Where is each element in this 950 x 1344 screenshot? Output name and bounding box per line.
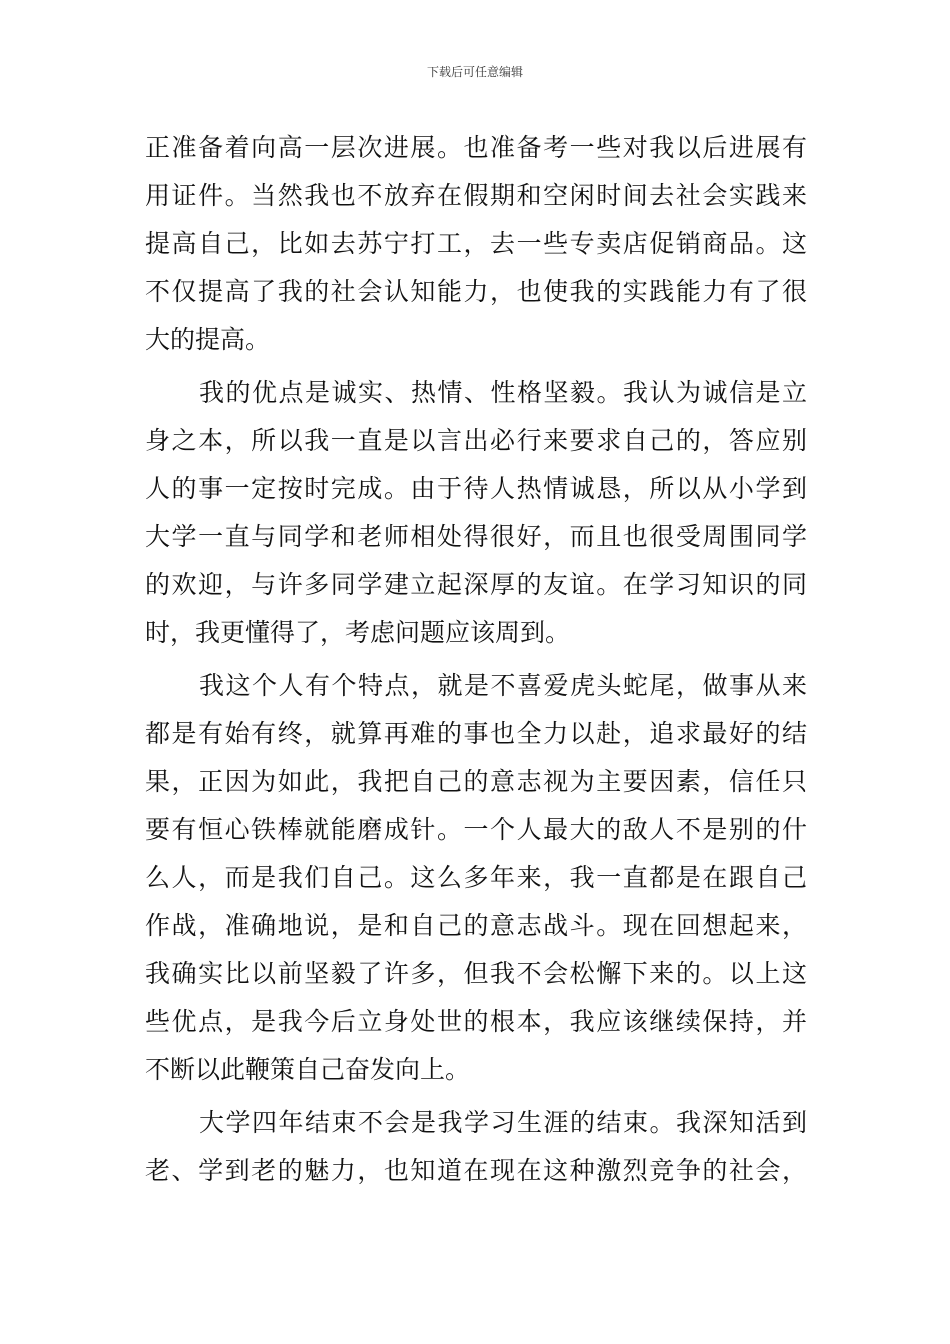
paragraph-1	[145, 124, 807, 364]
paragraph-3	[145, 662, 807, 1094]
text-line: 用证件。当然我也不放弃在假期和空闲时间去社会实践来	[145, 181, 807, 210]
text-line: 我确实比以前坚毅了许多，但我不会松懈下来的。以上这	[145, 959, 807, 988]
paragraph-2	[145, 369, 807, 657]
text-line: 人的事一定按时完成。由于待人热情诚恳，所以从小学到	[145, 474, 807, 503]
text-line: 大学一直与同学和老师相处得很好，而且也很受周围同学	[145, 522, 807, 551]
text-line: 要有恒心铁棒就能磨成针。一个人最大的敌人不是别的什	[145, 815, 807, 844]
text-line: 大的提高。	[145, 325, 271, 354]
text-line: 我这个人有个特点，就是不喜爱虎头蛇尾，做事从来	[199, 671, 807, 700]
text-line: 时，我更懂得了，考虑问题应该周到。	[145, 618, 571, 647]
text-line: 不仅提高了我的社会认知能力，也使我的实践能力有了很	[145, 277, 807, 306]
text-line: 作战，准确地说，是和自己的意志战斗。现在回想起来，	[145, 911, 807, 940]
text-line: 我的优点是诚实、热情、性格坚毅。我认为诚信是立	[199, 378, 807, 407]
text-line: 么人，而是我们自己。这么多年来，我一直都是在跟自己	[145, 863, 807, 892]
text-line: 的欢迎，与许多同学建立起深厚的友谊。在学习知识的同	[145, 570, 807, 599]
text-line: 些优点，是我今后立身处世的根本，我应该继续保持，并	[145, 1007, 807, 1036]
text-line: 老、学到老的魅力，也知道在现在这种激烈竞争的社会，	[145, 1156, 807, 1185]
paragraph-4	[145, 1099, 807, 1195]
page-header: 下载后可任意编辑	[426, 65, 523, 79]
text-line: 不断以此鞭策自己奋发向上。	[145, 1055, 471, 1084]
document-body	[145, 124, 807, 1195]
text-line: 正准备着向高一层次进展。也准备考一些对我以后进展有	[145, 133, 807, 162]
text-line: 身之本，所以我一直是以言出必行来要求自己的，答应别	[145, 426, 807, 455]
text-line: 都是有始有终，就算再难的事也全力以赴，追求最好的结	[145, 719, 807, 748]
text-line: 大学四年结束不会是我学习生涯的结束。我深知活到	[199, 1108, 807, 1137]
text-line: 果，正因为如此，我把自己的意志视为主要因素，信任只	[145, 767, 807, 796]
text-line: 提高自己，比如去苏宁打工，去一些专卖店促销商品。这	[145, 229, 807, 258]
